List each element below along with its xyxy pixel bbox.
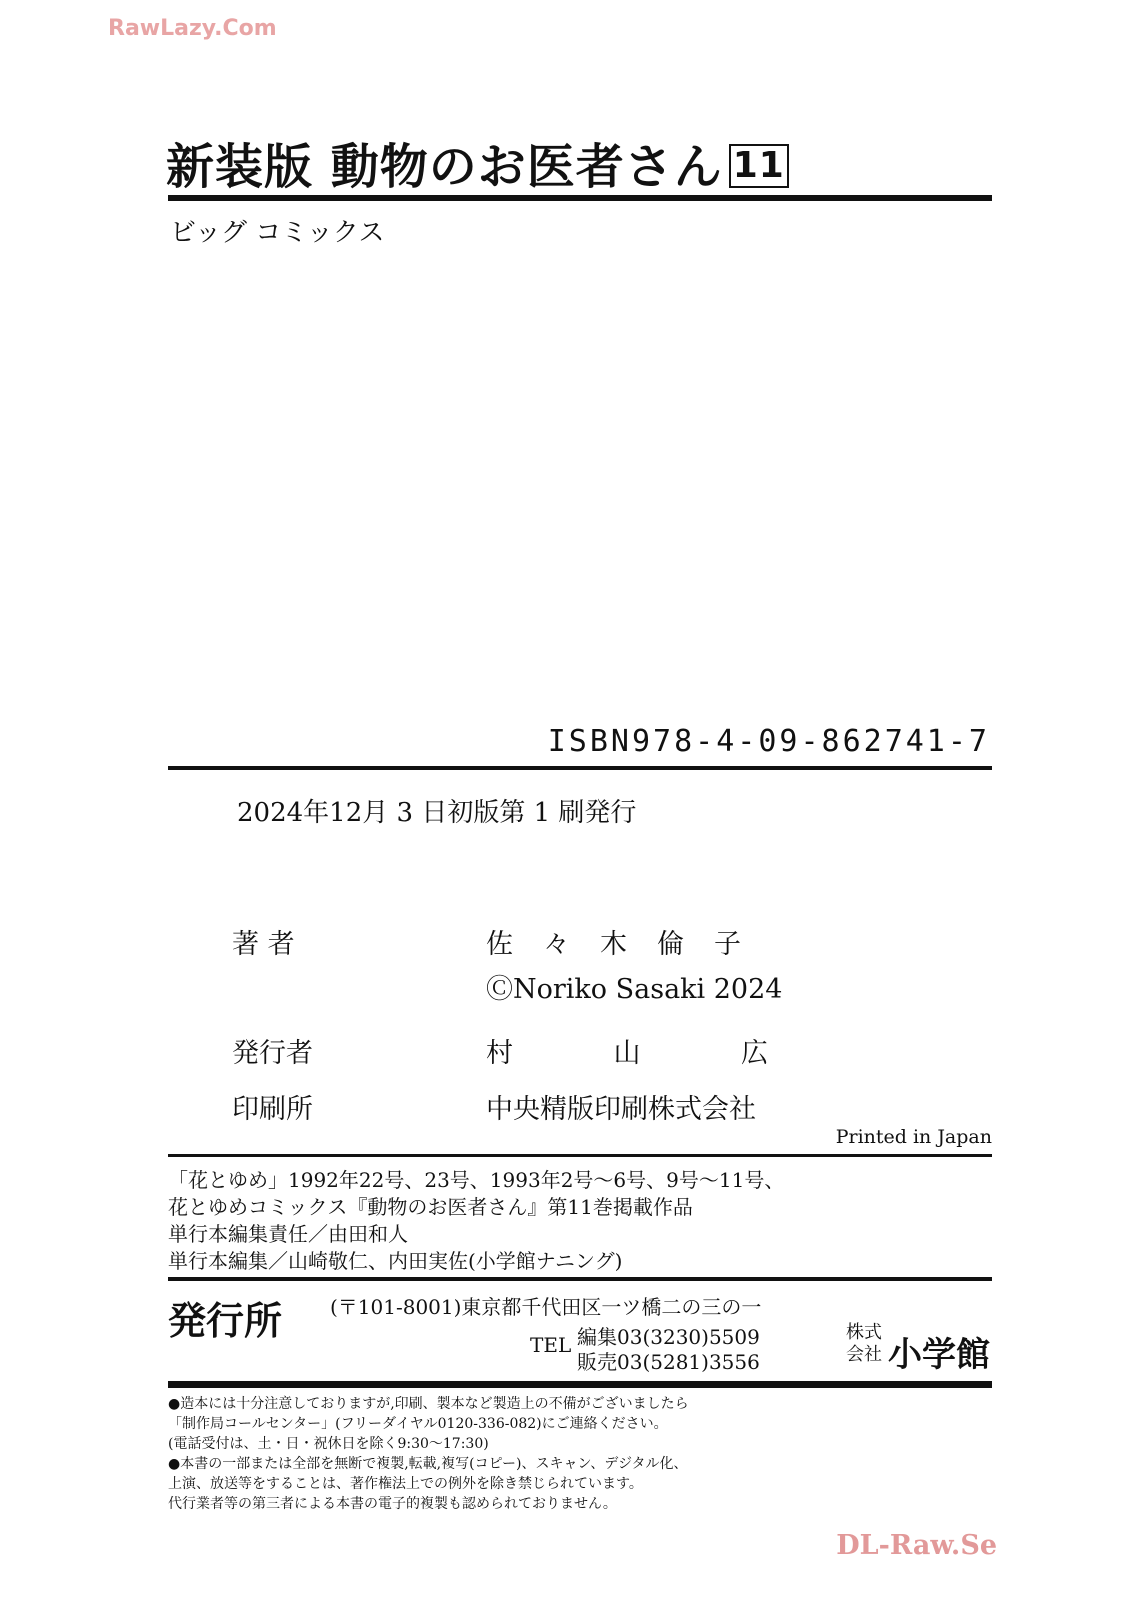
colophon-rule (168, 1154, 992, 1157)
publisher-rule (168, 1381, 992, 1388)
first-edition-date: 2024年12月 3 日初版第 1 刷発行 (237, 798, 637, 828)
isbn: ISBN978-4-09-862741-7 (547, 724, 990, 759)
printer-label: 印刷所 (232, 1094, 313, 1125)
corp-prefix (846, 1322, 882, 1366)
series-name: ビッグ コミックス (170, 218, 385, 248)
book-title-block (166, 128, 789, 197)
author-label: 著 者 (232, 929, 295, 960)
notice-line: ●造本には十分注意しておりますが,印刷、製本など製造上の不備がございましたら (168, 1396, 689, 1412)
printer-name: 中央精版印刷株式会社 (486, 1094, 756, 1125)
credit-line: 単行本編集／山崎敬仁、内田実佐(小学館ナニング) (168, 1249, 623, 1273)
corp-prefix-line: 株式 (846, 1322, 882, 1343)
notice-line: 上演、放送等をすることは、著作権法上での例外を除き禁じられています。 (168, 1476, 643, 1492)
credit-line: 「花とゆめ」1992年22号、23号、1993年2号〜6号、9号〜11号、 (168, 1168, 785, 1192)
tel-editorial: 編集03(3230)5509 (577, 1325, 760, 1349)
copyright-line: ⒸNoriko Sasaki 2024 (486, 974, 783, 1005)
watermark-bottom: DL-Raw.Se (836, 1530, 997, 1561)
publisher-name-part: 山 (613, 1038, 641, 1069)
author-name: 佐々木倫子 (486, 929, 771, 960)
notice-line: 代行業者等の第三者による本書の電子的複製も認められておりません。 (168, 1496, 617, 1512)
credit-line: 花とゆめコミックス『動物のお医者さん』第11巻掲載作品 (168, 1195, 693, 1219)
tel-label: TEL (530, 1333, 572, 1357)
publisher-company-name: 小学館 (888, 1335, 990, 1375)
publisher-name (486, 1031, 768, 1070)
publisher-name-part: 村 (486, 1038, 513, 1069)
publisher-address: (〒101-8001)東京都千代田区一ツ橋二の三の一 (330, 1295, 762, 1319)
credit-line: 単行本編集責任／由田和人 (168, 1222, 408, 1246)
notice-line: 「制作局コールセンター」(フリーダイヤル0120-336-082)にご連絡ください。 (168, 1416, 668, 1432)
isbn-rule (168, 766, 992, 770)
printed-in-japan: Printed in Japan (835, 1126, 992, 1148)
title-rule (168, 195, 992, 201)
notice-line: ●本書の一部または全部を無断で複製,転載,複写(コピー)、スキャン、デジタル化、 (168, 1456, 688, 1472)
volume-number: 11 (729, 144, 789, 188)
publisher-label: 発行者 (232, 1038, 313, 1069)
notice-line: (電話受付は、土・日・祝休日を除く9:30〜17:30) (168, 1436, 489, 1452)
publisher-office-label: 発行所 (168, 1298, 283, 1343)
publisher-name-part: 広 (741, 1038, 768, 1069)
tel-sales: 販売03(5281)3556 (577, 1350, 760, 1374)
book-title: 新装版 動物のお医者さん (166, 139, 723, 195)
corp-prefix-line: 会社 (846, 1344, 882, 1365)
watermark-top: RawLazy.Com (108, 16, 277, 41)
credits-rule (168, 1277, 992, 1281)
